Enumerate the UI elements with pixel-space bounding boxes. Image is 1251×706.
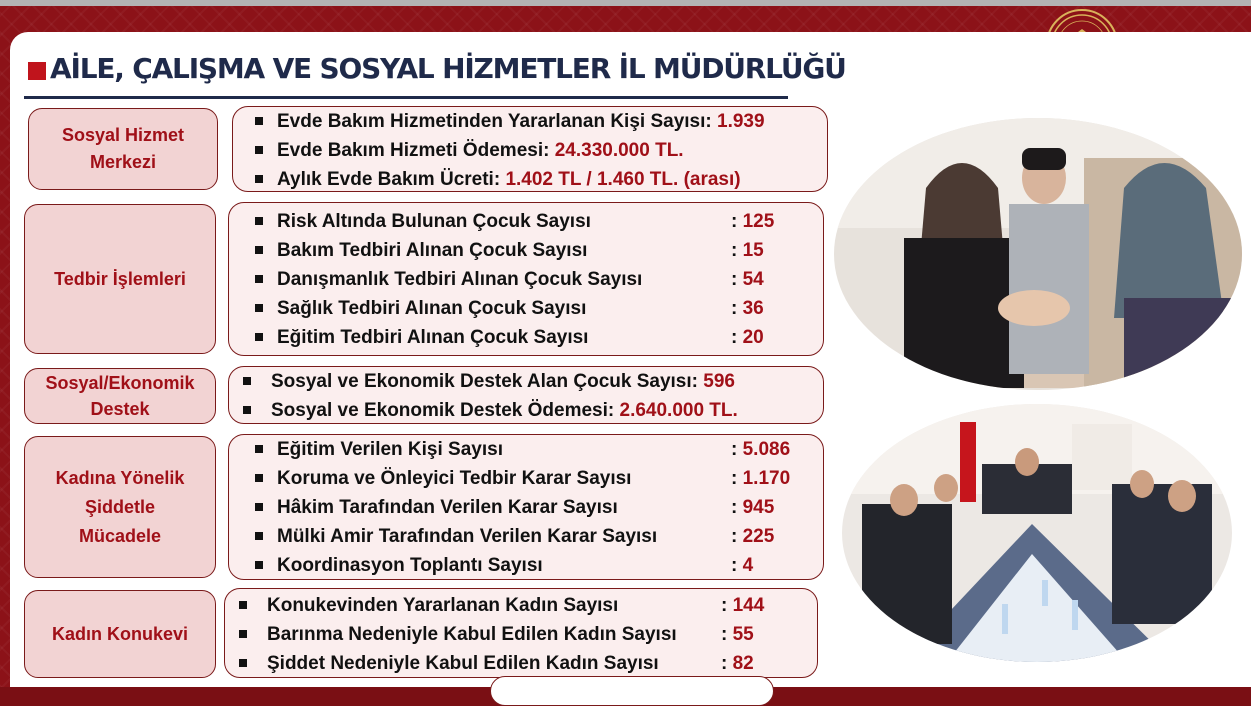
section-box-sosyal-hizmet: Evde Bakım Hizmetinden Yararlanan Kişi Sayısı: 1.939 Evde Bakım Hizmeti Ödemesi: 24.330.000 TL. Aylık Evde Bakım Ücreti: 1.402 TL / 1.460 TL. (arası): [232, 106, 828, 192]
meeting-photo: [842, 404, 1232, 662]
home-visit-photo: [834, 118, 1242, 390]
title-underline: [24, 96, 788, 99]
section-label-kadin-konukevi: Kadın Konukevi: [24, 590, 216, 678]
title-square-icon: [28, 62, 46, 80]
section-label-sosyal-ekonomik: Sosyal/Ekonomik Destek: [24, 368, 216, 424]
section-box-tedbir: Risk Altında Bulunan Çocuk Sayısı : 125 Bakım Tedbiri Alınan Çocuk Sayısı : 15 Danışmanlık Tedbiri Alınan Çocuk Sayısı : 54 Sağlık Tedbiri Alınan Çocuk Sayısı : 36 Eğitim Tedbiri Alınan Çocuk Sayısı : 20: [228, 202, 824, 356]
section-label-sosyal-hizmet: [28, 108, 218, 190]
section-label-kadina-yonelik: Kadına Yönelik Şiddetle Mücadele: [24, 436, 216, 578]
section-box-kadin-konukevi: Konukevinden Yararlanan Kadın Sayısı : 144 Barınma Nedeniyle Kabul Edilen Kadın Sayısı : 55 Şiddet Nedeniyle Kabul Edilen Kadın Sayısı : 82: [224, 588, 818, 678]
label-line: Sosyal Hizmet: [61, 125, 185, 145]
page-title: AİLE, ÇALIŞMA VE SOSYAL HİZMETLER İL MÜDÜRLÜĞÜ: [50, 52, 846, 85]
title-area: [24, 50, 846, 96]
section-box-kadina-yonelik: Eğitim Verilen Kişi Sayısı : 5.086 Koruma ve Önleyici Tedbir Karar Sayısı : 1.170 Hâkim Tarafından Verilen Karar Sayısı : 945 Mülki Amir Tarafından Verilen Karar Sayısı : 225 Koordinasyon Toplantı Sayısı : 4: [228, 434, 824, 580]
section-box-sosyal-ekonomik: Sosyal ve Ekonomik Destek Alan Çocuk Sayısı: 596 Sosyal ve Ekonomik Destek Ödemesi: 2.640.000 TL.: [228, 366, 824, 424]
section-label-tedbir: Tedbir İşlemleri: [24, 204, 216, 354]
bottom-partial-box: [490, 676, 774, 706]
label-line: Merkezi: [89, 152, 157, 172]
